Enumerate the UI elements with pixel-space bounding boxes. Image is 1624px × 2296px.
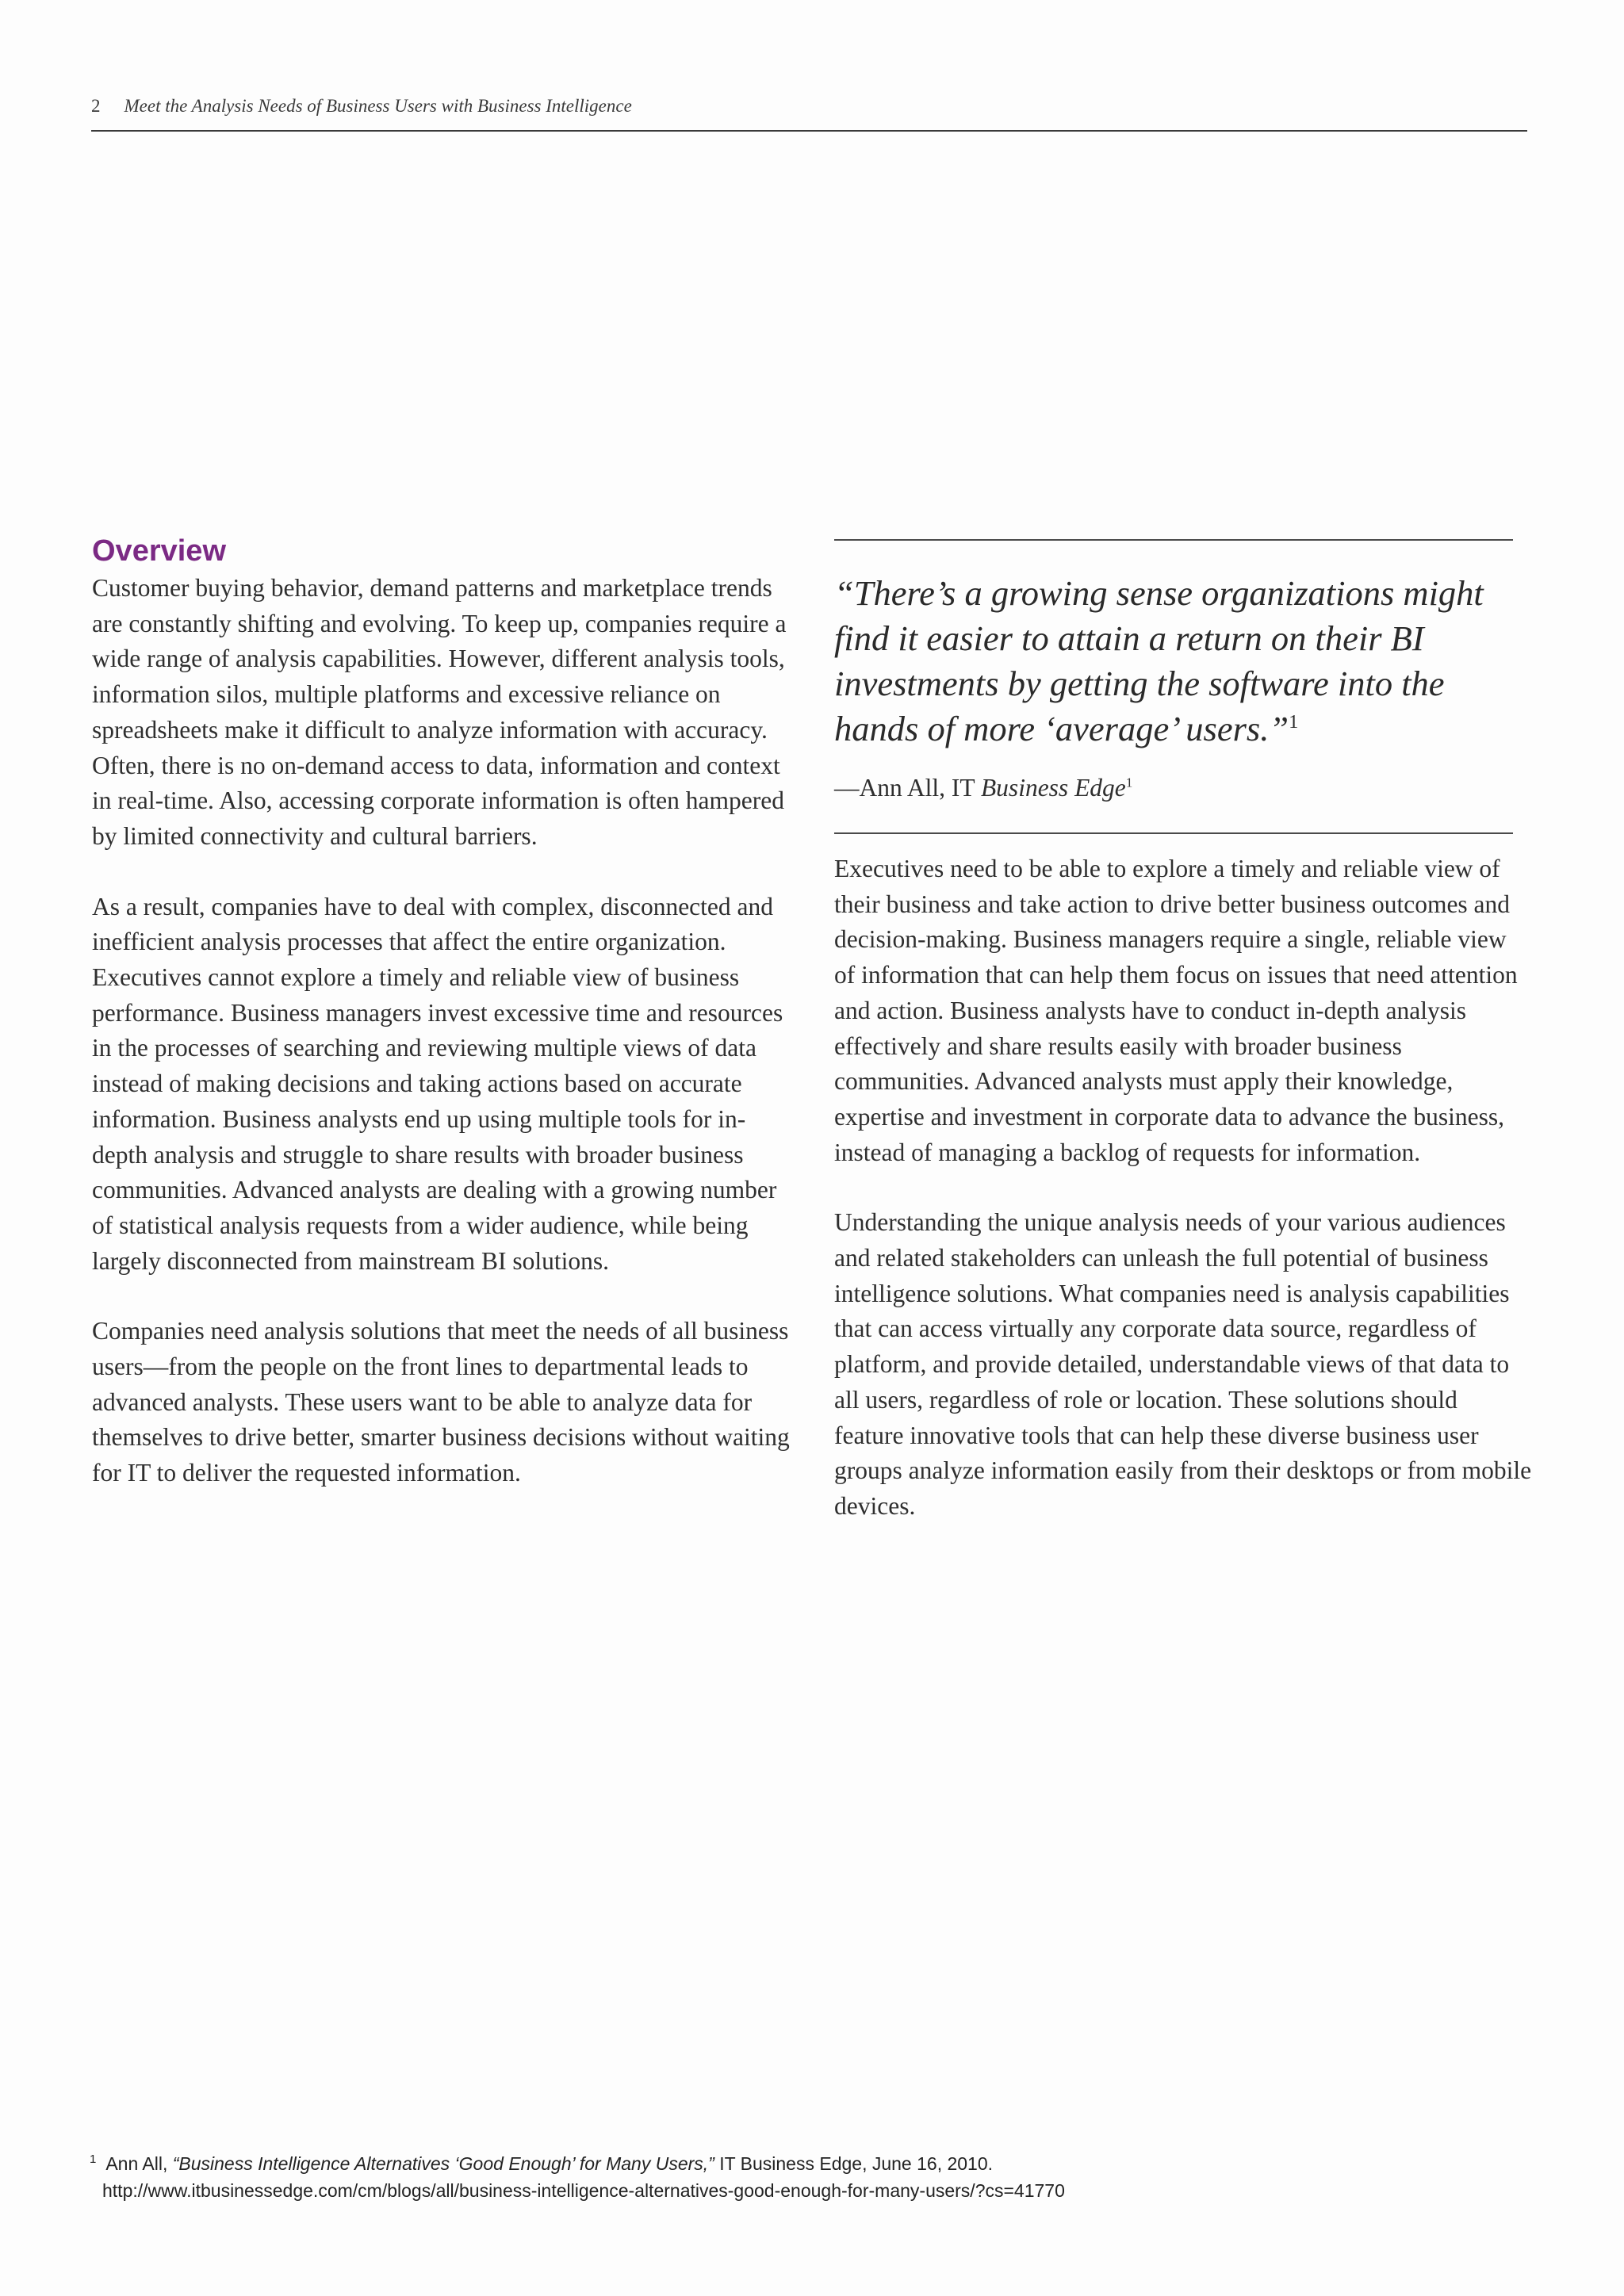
attribution-author: —Ann All, IT (834, 774, 981, 802)
quote-text (834, 571, 1532, 752)
right-column (834, 539, 1532, 1559)
quote-body: “There’s a growing sense organizations might find it easier to attain a return on their BI investments by getting the software into the hands of more ‘average’ users.” (834, 573, 1484, 748)
footnote-author: Ann All, (105, 2153, 173, 2174)
page-number: 2 (91, 96, 101, 116)
body-paragraph: As a result, companies have to deal with complex, disconnected and inefficient analysis processes that affect the entire organization. Executives cannot explore a timely and reliable view of business performance. Business managers invest excessive time and resources in the processes of searching and reviewing multiple views of data instead of making decisions and taking actions based on accurate information. Business analysts end up using multiple tools for in-depth analysis and struggle to share results with broader business communities. Advanced analysts are dealing with a growing number of statistical analysis requests from a wider audience, while being largely disconnected from mainstream BI solutions. (92, 892, 783, 1275)
quote-attribution (834, 772, 1513, 804)
footnote-url: http://www.itbusinessedge.com/cm/blogs/all/business-intelligence-alternatives-good-enough-for-many-users/?cs=41770 (102, 2180, 1065, 2201)
footnote (90, 2150, 1358, 2204)
attribution-publication: Business Edge (980, 774, 1126, 802)
footnote-marker: 1 (90, 2152, 97, 2167)
running-header (91, 92, 1527, 132)
section-title-overview: Overview (92, 534, 226, 568)
footnote-line-1 (90, 2150, 1358, 2177)
footnote-article-title: “Business Intelligence Alternatives ‘Good Enough’ for Many Users,” (172, 2153, 714, 2174)
running-title: Meet the Analysis Needs of Business Users with Business Intelligence (124, 96, 632, 116)
left-column (92, 533, 798, 1526)
pull-quote (834, 539, 1513, 834)
body-paragraph: Understanding the unique analysis needs of your various audiences and related stakeholders can unleash the full potential of business intelligence solutions. What companies need is analysis capabilities that can access virtually any corporate data source, regardless of platform, and provide detailed, understandable views of that data to all users, regardless of role or location. These solutions should feature innovative tools that can help these diverse business user groups analyze information easily from their desktops or from mobile devices. (834, 1208, 1532, 1520)
body-paragraph: Customer buying behavior, demand patterns and marketplace trends are constantly shifting and evolving. To keep up, companies require a wide range of analysis capabilities. However, different analysis tools, information silos, multiple platforms and excessive reliance on spreadsheets make it difficult to analyze information with accuracy. Often, there is no on-demand access to data, information and context in real-time. Also, accessing corporate information is often hampered by limited connectivity and cultural barriers. (92, 574, 787, 850)
footnote-source: IT Business Edge, June 16, 2010. (714, 2153, 994, 2174)
body-paragraph: Executives need to be able to explore a timely and reliable view of their business and take action to drive better business outcomes and decision-making. Business managers require a single, reliable view of information that can help them focus on issues that need attention and action. Business analysts have to conduct in-depth analysis effectively and share results easily with broader business communities. Advanced analysts must apply their knowledge, expertise and investment in corporate data to advance the business, instead of managing a backlog of requests for information. (834, 855, 1518, 1166)
quote-footnote-ref: 1 (1289, 711, 1299, 733)
attribution-footnote-ref: 1 (1125, 775, 1133, 790)
body-paragraph: Companies need analysis solutions that meet the needs of all business users—from the people on the front lines to departmental leads to advanced analysts. These users want to be able to analyze data for themselves to drive better, smarter business decisions without waiting for IT to deliver the requested information. (92, 1317, 790, 1487)
